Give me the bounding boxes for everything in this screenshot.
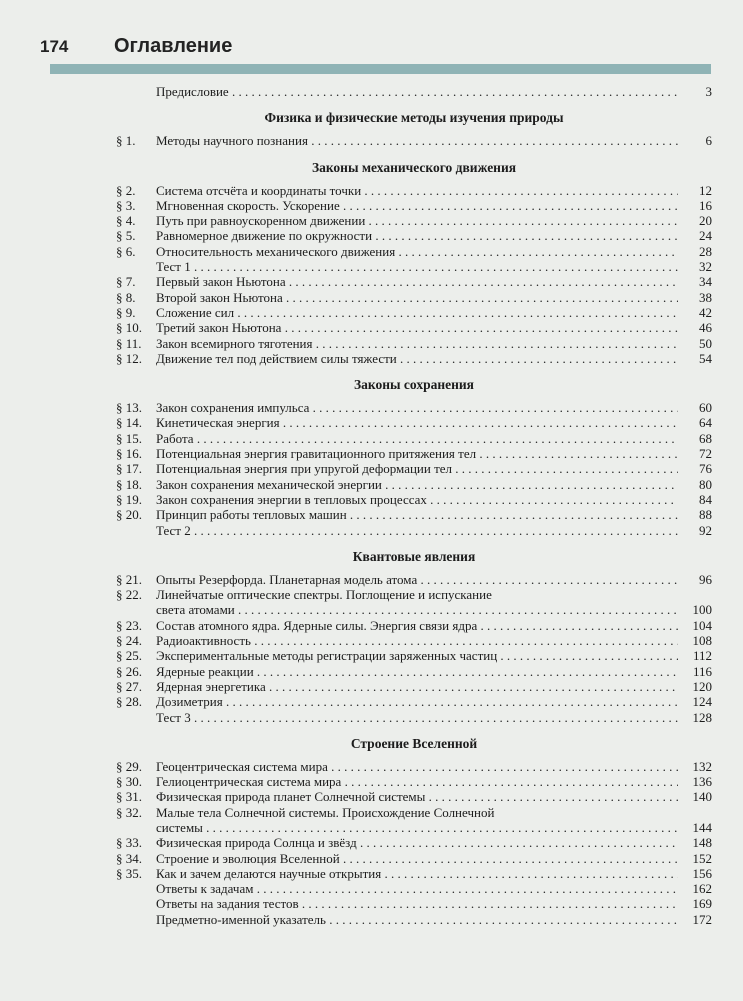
- entry-title: Сложение сил . . .: [156, 305, 678, 320]
- toc-entry: [116, 710, 712, 725]
- entry-number: § 22.: [116, 587, 142, 603]
- toc-entry: [116, 759, 712, 774]
- entry-page: 6: [705, 133, 712, 149]
- entry-number: § 9.: [116, 304, 136, 320]
- entry-page: 148: [692, 835, 712, 851]
- entry-title: Гелиоцентрическая система мира . . .: [156, 774, 678, 789]
- entry-title: Предисловие . . .: [156, 84, 678, 99]
- entry-page: 104: [692, 617, 712, 633]
- toc-entry: [116, 133, 712, 148]
- toc-entry: [116, 431, 712, 446]
- entry-page: 64: [699, 415, 712, 431]
- section-heading: Квантовые явления: [352, 548, 476, 564]
- entry-page: 28: [699, 243, 712, 259]
- toc-entry: [116, 84, 712, 99]
- entry-title: Мгновенная скорость. Ускорение . . .: [156, 198, 678, 213]
- entry-page: 144: [692, 819, 712, 835]
- entry-page: 124: [692, 694, 712, 710]
- toc-entry: [116, 866, 712, 881]
- entry-number: § 21.: [116, 571, 142, 587]
- entry-title: Радиоактивность . . .: [156, 633, 678, 648]
- entry-title: Ответы на задания тестов . . .: [156, 896, 678, 911]
- section-heading: Физика и физические методы изучения природы: [264, 110, 564, 126]
- entry-page: 84: [699, 491, 712, 507]
- entry-number: § 23.: [116, 617, 142, 633]
- entry-page: 88: [699, 507, 712, 523]
- toc-entry: [116, 912, 712, 927]
- toc-entry: [116, 523, 712, 538]
- entry-page: 172: [692, 911, 712, 927]
- entry-number: § 14.: [116, 415, 142, 431]
- toc-entry: [116, 648, 712, 663]
- header-rule: [50, 64, 711, 74]
- entry-number: § 1.: [116, 133, 136, 149]
- entry-title: Потенциальная энергия гравитационного притяжения тел . . .: [156, 446, 678, 461]
- entry-title: Потенциальная энергия при упругой деформации тел . . .: [156, 461, 678, 476]
- entry-page: 46: [699, 320, 712, 336]
- entry-page: 136: [692, 774, 712, 790]
- entry-title: Движение тел под действием силы тяжести . . .: [156, 351, 678, 366]
- entry-title: Первый закон Ньютона . . .: [156, 274, 678, 289]
- entry-page: 162: [692, 881, 712, 897]
- entry-title: Геоцентрическая система мира . . .: [156, 759, 678, 774]
- toc-entry: [116, 633, 712, 648]
- entry-title: Опыты Резерфорда. Планетарная модель атома . . .: [156, 572, 678, 587]
- entry-title: Физическая природа планет Солнечной системы . . .: [156, 789, 678, 804]
- toc-entry: [116, 805, 712, 836]
- entry-number: § 24.: [116, 633, 142, 649]
- toc-entry: [116, 694, 712, 709]
- entry-number: § 27.: [116, 678, 142, 694]
- toc-entry: [116, 679, 712, 694]
- toc-entry: [116, 461, 712, 476]
- entry-number: § 15.: [116, 430, 142, 446]
- entry-number: § 20.: [116, 507, 142, 523]
- entry-number: § 10.: [116, 320, 142, 336]
- entry-number: § 7.: [116, 274, 136, 290]
- entry-title: Закон всемирного тяготения . . .: [156, 336, 678, 351]
- entry-title: Предметно-именной указатель . . .: [156, 912, 678, 927]
- entry-title: Тест 1 . . .: [156, 259, 678, 274]
- entry-title: Дозиметрия . . .: [156, 694, 678, 709]
- toc-entry: [116, 198, 712, 213]
- entry-number: § 8.: [116, 289, 136, 305]
- entry-number: § 5.: [116, 228, 136, 244]
- entry-page: 76: [699, 461, 712, 477]
- toc-entry: [116, 415, 712, 430]
- entry-page: 60: [699, 400, 712, 416]
- entry-page: 132: [692, 758, 712, 774]
- toc-entry: [116, 572, 712, 587]
- entry-title: Кинетическая энергия . . .: [156, 415, 678, 430]
- toc-entry: [116, 259, 712, 274]
- entry-number: § 13.: [116, 400, 142, 416]
- page-title: Оглавление: [114, 35, 233, 57]
- entry-title: Ядерные реакции . . .: [156, 664, 678, 679]
- entry-title: Тест 2 . . .: [156, 523, 678, 538]
- entry-number: § 6.: [116, 243, 136, 259]
- toc-entry: [116, 896, 712, 911]
- toc-entry: [116, 492, 712, 507]
- toc-entry: [116, 477, 712, 492]
- entry-title: Ответы к задачам . . .: [156, 881, 678, 896]
- entry-title: [156, 587, 678, 618]
- toc-entry: [116, 507, 712, 522]
- entry-title-line2: света атомами . . .: [156, 602, 678, 617]
- entry-page: 152: [692, 850, 712, 866]
- entry-page: 20: [699, 213, 712, 229]
- entry-page: 128: [692, 709, 712, 725]
- entry-number: § 2.: [116, 182, 136, 198]
- entry-title: Закон сохранения импульса . . .: [156, 400, 678, 415]
- entry-title: [156, 805, 678, 836]
- toc-entry: [116, 664, 712, 679]
- entry-number: § 31.: [116, 789, 142, 805]
- toc-entry: [116, 446, 712, 461]
- entry-title: Принцип работы тепловых машин . . .: [156, 507, 678, 522]
- entry-page: 100: [692, 602, 712, 618]
- entry-page: 42: [699, 304, 712, 320]
- entry-number: § 12.: [116, 350, 142, 366]
- entry-number: § 18.: [116, 476, 142, 492]
- entry-title-line2: системы . . .: [156, 820, 678, 835]
- entry-page: 156: [692, 865, 712, 881]
- entry-number: § 16.: [116, 446, 142, 462]
- entry-title: Закон сохранения энергии в тепловых процессах . . .: [156, 492, 678, 507]
- toc-entry: [116, 183, 712, 198]
- toc-entry: [116, 835, 712, 850]
- entry-title: Ядерная энергетика . . .: [156, 679, 678, 694]
- entry-page: 38: [699, 289, 712, 305]
- section-heading: Законы сохранения: [354, 377, 474, 393]
- entry-title: Как и зачем делаются научные открытия . . .: [156, 866, 678, 881]
- toc-entry: [116, 351, 712, 366]
- entry-title: Состав атомного ядра. Ядерные силы. Энергия связи ядра . . .: [156, 618, 678, 633]
- entry-number: § 33.: [116, 835, 142, 851]
- entry-title-line1: Линейчатые оптические спектры. Поглощение и испускание: [156, 587, 492, 603]
- entry-page: 72: [699, 446, 712, 462]
- entry-page: 68: [699, 430, 712, 446]
- entry-title: Методы научного познания . . .: [156, 133, 678, 148]
- toc-entry: [116, 789, 712, 804]
- entry-page: 50: [699, 335, 712, 351]
- toc-entry: [116, 320, 712, 335]
- entry-title-line1: Малые тела Солнечной системы. Происхождение Солнечной: [156, 804, 495, 820]
- entry-title: Относительность механического движения . . .: [156, 244, 678, 259]
- entry-title: Равномерное движение по окружности . . .: [156, 228, 678, 243]
- entry-number: § 17.: [116, 461, 142, 477]
- section-heading: Строение Вселенной: [350, 735, 478, 751]
- entry-number: § 35.: [116, 865, 142, 881]
- toc-entry: [116, 290, 712, 305]
- entry-title: Физическая природа Солнца и звёзд . . .: [156, 835, 678, 850]
- toc-entry: [116, 400, 712, 415]
- entry-title: Путь при равноускоренном движении . . .: [156, 213, 678, 228]
- entry-number: § 34.: [116, 850, 142, 866]
- entry-number: § 26.: [116, 663, 142, 679]
- entry-title: Экспериментальные методы регистрации заряженных частиц . . .: [156, 648, 678, 663]
- entry-number: § 32.: [116, 804, 142, 820]
- entry-title: Закон сохранения механической энергии . . .: [156, 477, 678, 492]
- entry-page: 116: [692, 663, 712, 679]
- toc-entry: [116, 336, 712, 351]
- entry-number: § 19.: [116, 491, 142, 507]
- entry-page: 24: [699, 228, 712, 244]
- toc-entry: [116, 851, 712, 866]
- toc-entry: [116, 618, 712, 633]
- entry-page: 12: [699, 182, 712, 198]
- entry-page: 32: [699, 259, 712, 275]
- entry-page: 120: [692, 678, 712, 694]
- entry-page: 140: [692, 789, 712, 805]
- entry-page: 3: [705, 84, 712, 99]
- entry-number: § 28.: [116, 694, 142, 710]
- table-of-contents: [116, 84, 712, 927]
- entry-number: § 11.: [116, 335, 142, 351]
- toc-entry: [116, 881, 712, 896]
- toc-entry: [116, 305, 712, 320]
- entry-page: 92: [699, 522, 712, 538]
- toc-entry: [116, 228, 712, 243]
- toc-entry: [116, 774, 712, 789]
- entry-number: § 4.: [116, 213, 136, 229]
- entry-title: Строение и эволюция Вселенной . . .: [156, 851, 678, 866]
- entry-page: 16: [699, 197, 712, 213]
- entry-number: § 3.: [116, 197, 136, 213]
- entry-page: 34: [699, 274, 712, 290]
- entry-page: 112: [692, 648, 712, 664]
- entry-page: 96: [699, 571, 712, 587]
- entry-title: Второй закон Ньютона . . .: [156, 290, 678, 305]
- toc-entry: [116, 244, 712, 259]
- entry-title: Работа . . .: [156, 431, 678, 446]
- toc-entry: [116, 213, 712, 228]
- entry-page: 108: [692, 633, 712, 649]
- entry-page: 54: [699, 350, 712, 366]
- entry-page: 80: [699, 476, 712, 492]
- entry-number: § 25.: [116, 648, 142, 664]
- entry-number: § 30.: [116, 774, 142, 790]
- entry-page: 169: [692, 896, 712, 912]
- section-heading: Законы механического движения: [311, 159, 517, 175]
- page-number: 174: [40, 37, 69, 56]
- entry-title: Третий закон Ньютона . . .: [156, 320, 678, 335]
- entry-title: Система отсчёта и координаты точки . . .: [156, 183, 678, 198]
- toc-entry: [116, 274, 712, 289]
- entry-number: § 29.: [116, 758, 142, 774]
- toc-entry: [116, 587, 712, 618]
- entry-title: Тест 3 . . .: [156, 710, 678, 725]
